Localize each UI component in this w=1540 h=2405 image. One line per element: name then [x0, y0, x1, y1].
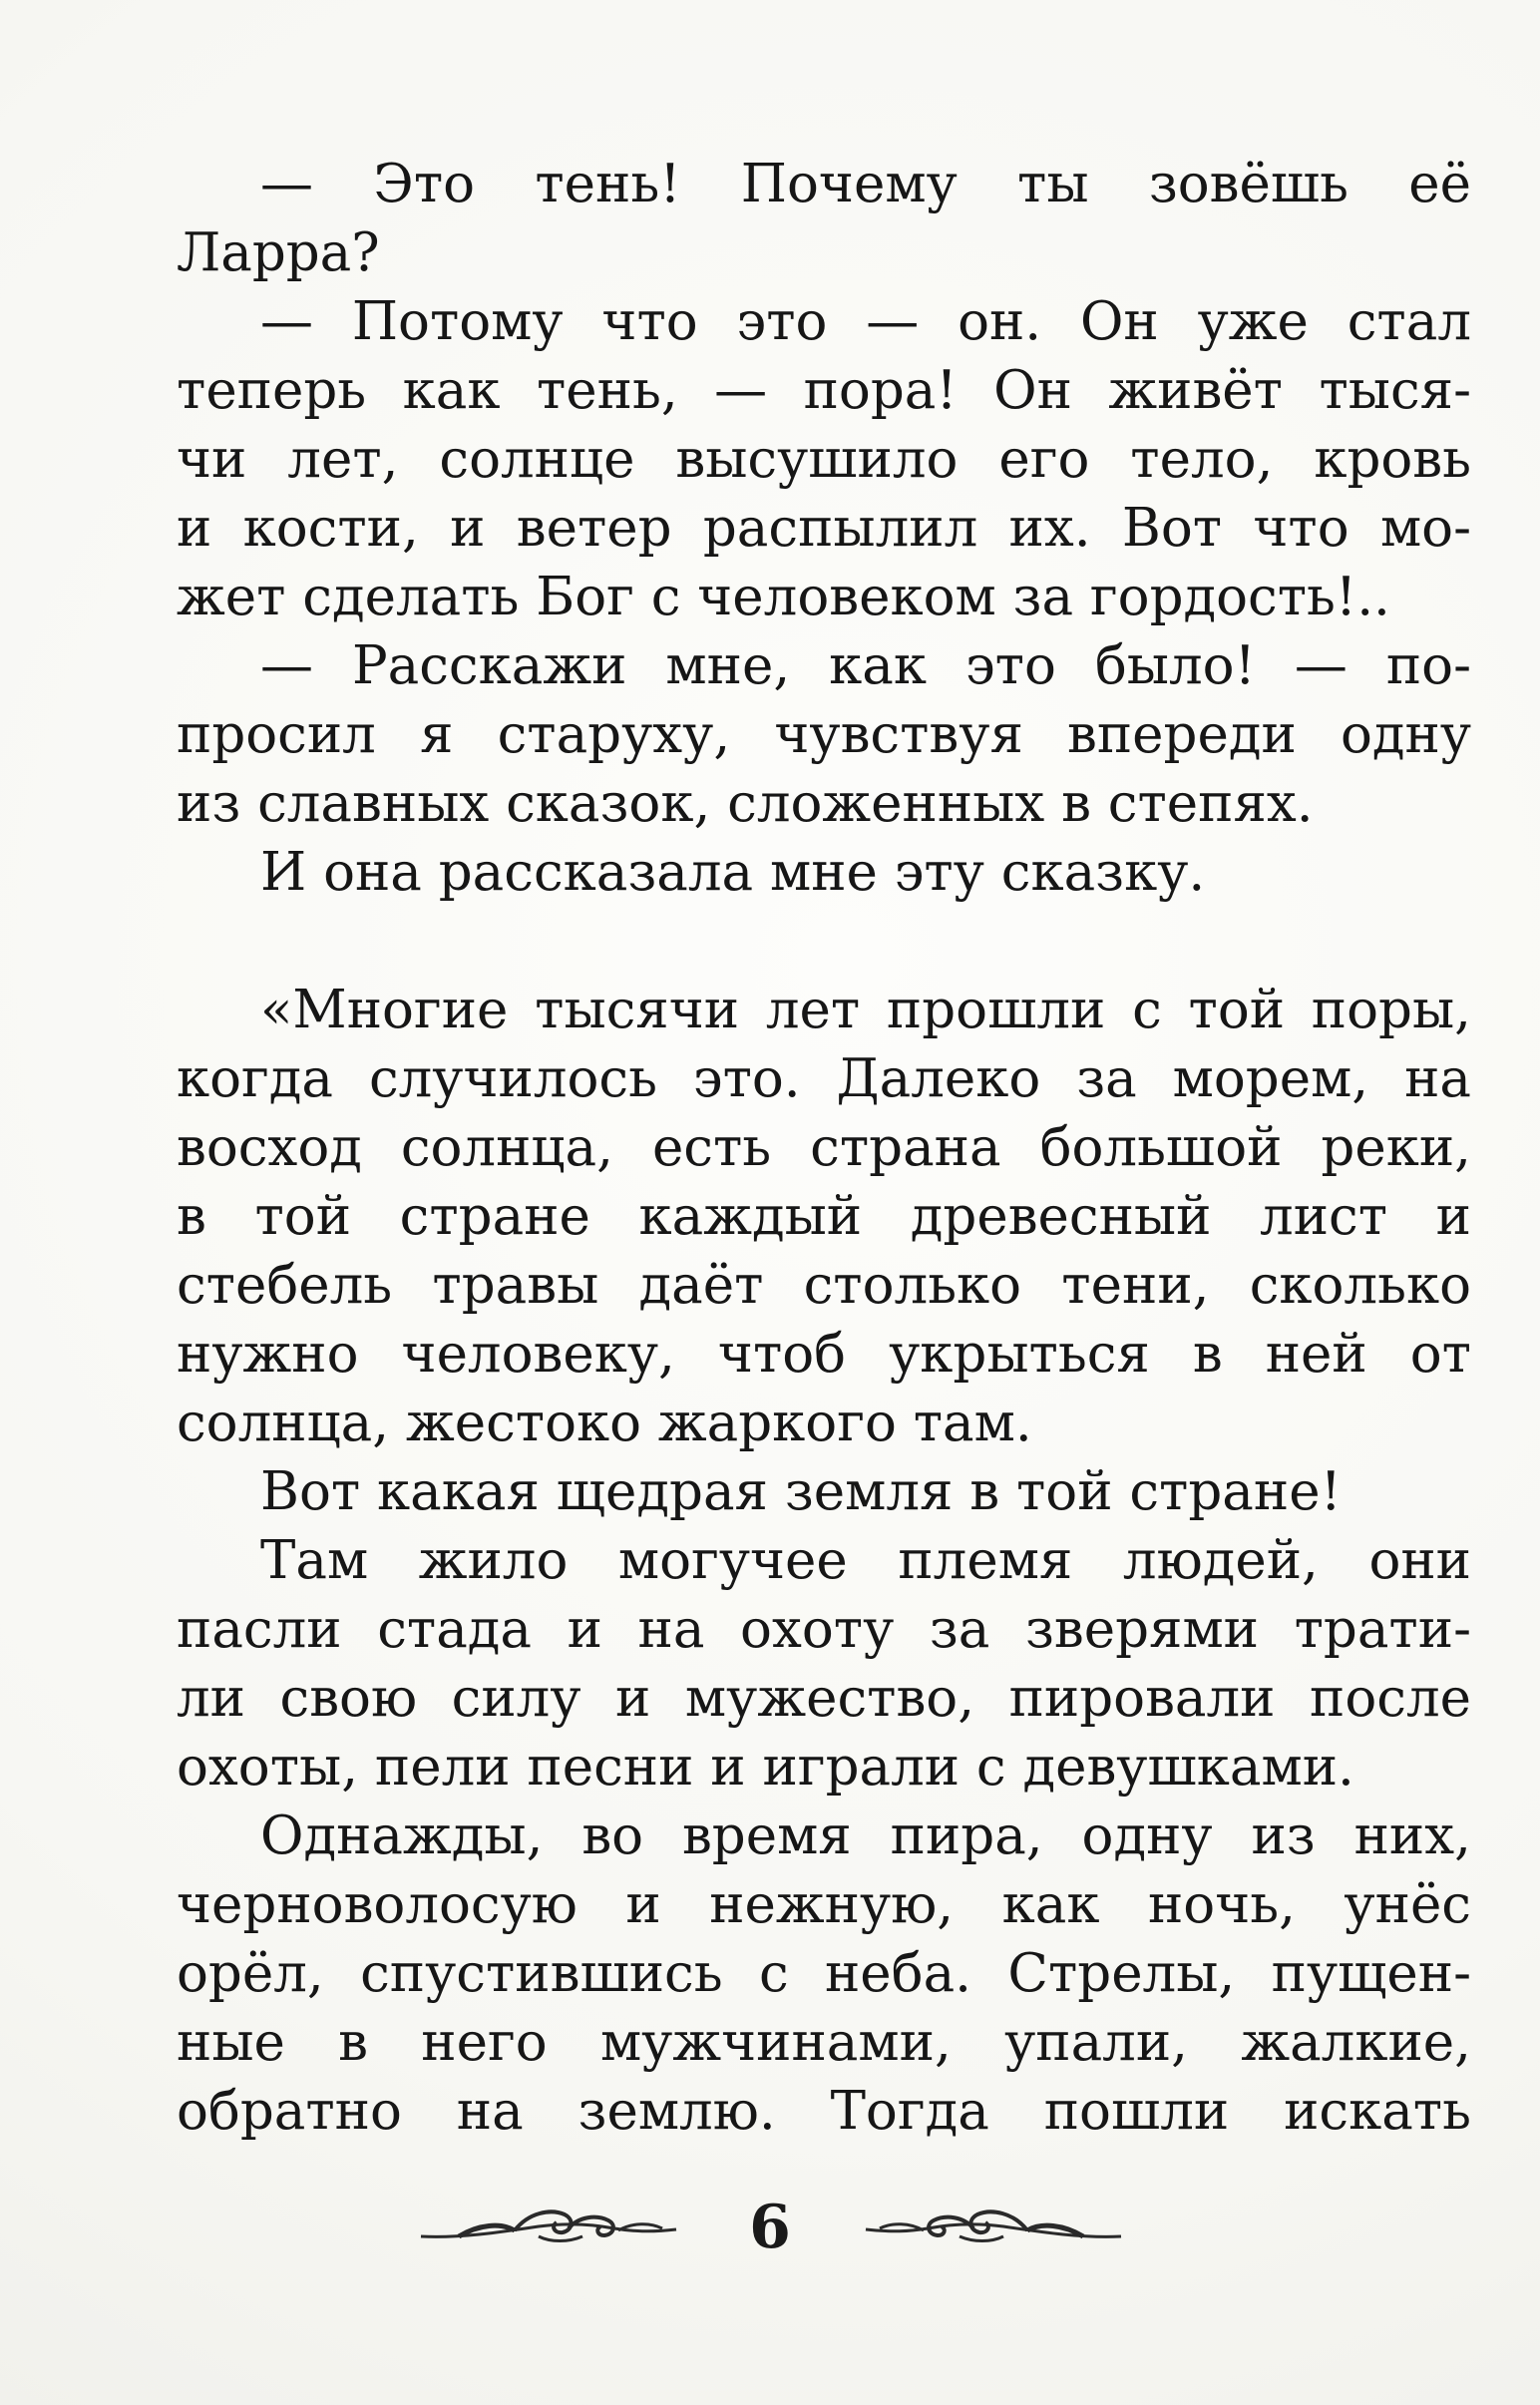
text-line: И она рассказала мне эту сказку.	[260, 842, 1206, 903]
text-line: Однажды, во время пира, одну из них,	[260, 1805, 1471, 1866]
text-line: в той стране каждый древесный лист и	[177, 1186, 1471, 1247]
body-text	[177, 150, 1471, 2146]
text-line: солнца, жестоко жаркого там.	[177, 1393, 1032, 1453]
text-line: из славных сказок, сложенных в степях.	[177, 773, 1314, 834]
right-flourish-ornament-icon	[864, 2203, 1123, 2248]
paragraph-gap	[177, 907, 1471, 976]
text-line: черноволосую и нежную, как ночь, унёс	[177, 1874, 1471, 1935]
text-line: когда случилось это. Далеко за морем, на	[177, 1048, 1471, 1109]
text-line: — Это тень! Почему ты зовёшь её	[260, 154, 1471, 214]
text-line: и кости, и ветер распылил их. Вот что мо-	[177, 498, 1471, 559]
text-line: нужно человеку, чтоб укрыться в ней от	[177, 1324, 1471, 1385]
text-line: Вот какая щедрая земля в той стране!	[260, 1461, 1342, 1522]
text-line: восход солнца, есть страна большой реки,	[177, 1117, 1471, 1178]
text-line: орёл, спустившись с неба. Стрелы, пущен-	[177, 1943, 1471, 2004]
text-line: Там жило могучее племя людей, они	[260, 1530, 1471, 1591]
text-line: пасли стада и на охоту за зверями трати-	[177, 1599, 1471, 1660]
text-line: обратно на землю. Тогда пошли искать	[177, 2081, 1471, 2142]
text-line: «Многие тысячи лет прошли с той поры,	[260, 980, 1471, 1040]
text-line: охоты, пели песни и играли с девушками.	[177, 1737, 1354, 1798]
text-line: стебель травы даёт столько тени, сколько	[177, 1255, 1471, 1316]
text-line: теперь как тень, — пора! Он живёт тыся-	[177, 360, 1471, 421]
text-line: ли свою силу и мужество, пировали после	[177, 1668, 1471, 1729]
page-number: 6	[749, 2193, 791, 2262]
text-line: Ларра?	[177, 222, 380, 283]
text-line: просил я старуху, чувствуя впереди одну	[177, 704, 1471, 765]
text-line: — Расскажи мне, как это было! — по-	[260, 635, 1471, 696]
text-line: чи лет, солнце высушило его тело, кровь	[177, 429, 1471, 490]
text-line: жет сделать Бог с человеком за гордость!..	[177, 567, 1390, 627]
text-line: — Потому что это — он. Он уже стал	[260, 291, 1471, 352]
text-line: ные в него мужчинами, упали, жалкие,	[177, 2012, 1471, 2073]
page-footer	[0, 2175, 1540, 2274]
